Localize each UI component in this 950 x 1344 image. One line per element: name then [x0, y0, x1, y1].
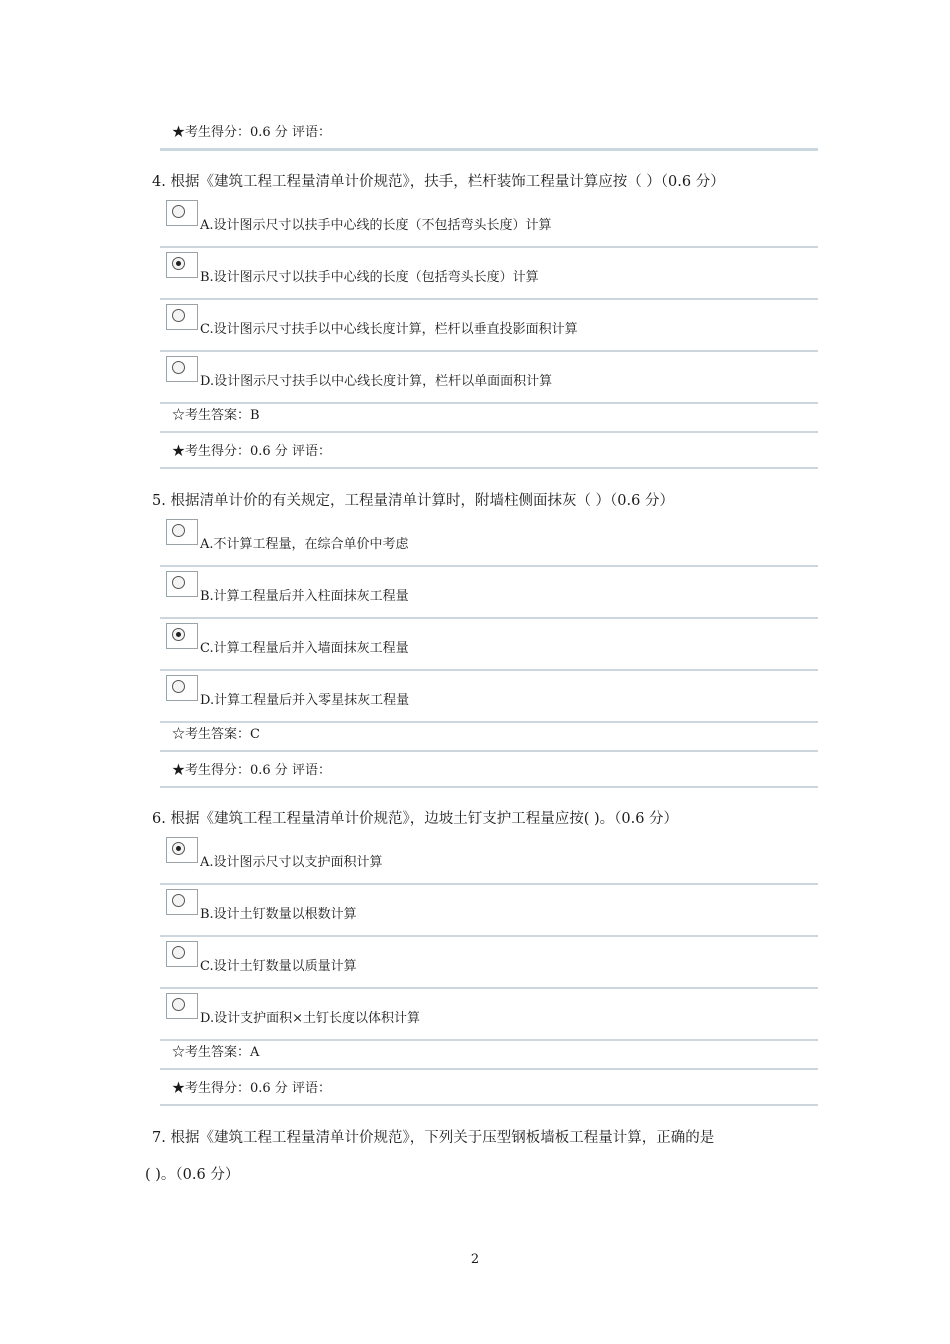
answer-divider — [160, 431, 818, 433]
section-separator — [160, 148, 818, 151]
question-title: 5. 根据清单计价的有关规定，工程量清单计算时，附墙柱侧面抹灰（ ）（0.6 分） — [152, 493, 674, 509]
option-label: A.不计算工程量，在综合单价中考虑 — [200, 537, 409, 552]
student-answer: ☆考生答案：B — [172, 408, 260, 423]
answer-option[interactable] — [160, 248, 818, 300]
previous-score: ★考生得分：0.6 分 评语： — [172, 125, 331, 140]
radio-unchecked-icon[interactable] — [172, 894, 185, 907]
radio-frame — [166, 941, 198, 967]
radio-frame — [166, 304, 198, 330]
question-title: 4. 根据《建筑工程工程量清单计价规范》，扶手，栏杆装饰工程量计算应按（ ）（0.6 分） — [152, 174, 725, 190]
option-label: C.设计图示尺寸扶手以中心线长度计算，栏杆以垂直投影面积计算 — [200, 322, 578, 337]
answer-divider — [160, 750, 818, 752]
radio-unchecked-icon[interactable] — [172, 309, 185, 322]
answer-option[interactable] — [160, 833, 818, 885]
page-number: 2 — [470, 1252, 480, 1267]
student-score: ★考生得分：0.6 分 评语： — [172, 1081, 331, 1096]
question-7-title: 7. 根据《建筑工程工程量清单计价规范》，下列关于压型钢板墙板工程量计算，正确的是 — [152, 1130, 715, 1146]
option-label: B.设计图示尺寸以扶手中心线的长度（包括弯头长度）计算 — [200, 270, 539, 285]
radio-checked-icon[interactable] — [172, 842, 185, 855]
option-label: C.设计土钉数量以质量计算 — [200, 959, 357, 974]
radio-unchecked-icon[interactable] — [172, 680, 185, 693]
student-score: ★考生得分：0.6 分 评语： — [172, 763, 331, 778]
option-label: B.计算工程量后并入柱面抹灰工程量 — [200, 589, 409, 604]
option-label: D.设计支护面积×土钉长度以体积计算 — [200, 1011, 420, 1026]
radio-frame — [166, 252, 198, 278]
radio-frame — [166, 837, 198, 863]
radio-frame — [166, 519, 198, 545]
radio-unchecked-icon[interactable] — [172, 998, 185, 1011]
student-score: ★考生得分：0.6 分 评语： — [172, 444, 331, 459]
question-7-title-cont: ( )。（0.6 分） — [145, 1167, 240, 1183]
radio-frame — [166, 993, 198, 1019]
score-divider — [160, 786, 818, 788]
student-answer: ☆考生答案：C — [172, 727, 260, 742]
radio-unchecked-icon[interactable] — [172, 361, 185, 374]
radio-unchecked-icon[interactable] — [172, 576, 185, 589]
option-label: D.计算工程量后并入零星抹灰工程量 — [200, 693, 410, 708]
question-title: 6. 根据《建筑工程工程量清单计价规范》，边坡土钉支护工程量应按( )。（0.6 分） — [152, 811, 679, 827]
answer-option[interactable] — [160, 989, 818, 1041]
student-answer: ☆考生答案：A — [172, 1045, 260, 1060]
option-label: C.计算工程量后并入墙面抹灰工程量 — [200, 641, 409, 656]
answer-option[interactable] — [160, 300, 818, 352]
radio-frame — [166, 356, 198, 382]
radio-frame — [166, 889, 198, 915]
answer-option[interactable] — [160, 937, 818, 989]
score-divider — [160, 467, 818, 469]
answer-divider — [160, 1068, 818, 1070]
radio-unchecked-icon[interactable] — [172, 205, 185, 218]
radio-unchecked-icon[interactable] — [172, 524, 185, 537]
answer-option[interactable] — [160, 196, 818, 248]
radio-unchecked-icon[interactable] — [172, 946, 185, 959]
radio-frame — [166, 675, 198, 701]
answer-option[interactable] — [160, 671, 818, 723]
option-label: A.设计图示尺寸以扶手中心线的长度（不包括弯头长度）计算 — [200, 218, 552, 233]
answer-option[interactable] — [160, 619, 818, 671]
answer-option[interactable] — [160, 515, 818, 567]
score-divider — [160, 1104, 818, 1106]
radio-checked-icon[interactable] — [172, 257, 185, 270]
option-label: B.设计土钉数量以根数计算 — [200, 907, 357, 922]
option-label: D.设计图示尺寸扶手以中心线长度计算，栏杆以单面面积计算 — [200, 374, 553, 389]
answer-option[interactable] — [160, 567, 818, 619]
radio-frame — [166, 200, 198, 226]
answer-option[interactable] — [160, 352, 818, 404]
radio-checked-icon[interactable] — [172, 628, 185, 641]
radio-frame — [166, 571, 198, 597]
option-label: A.设计图示尺寸以支护面积计算 — [200, 855, 383, 870]
answer-option[interactable] — [160, 885, 818, 937]
radio-frame — [166, 623, 198, 649]
